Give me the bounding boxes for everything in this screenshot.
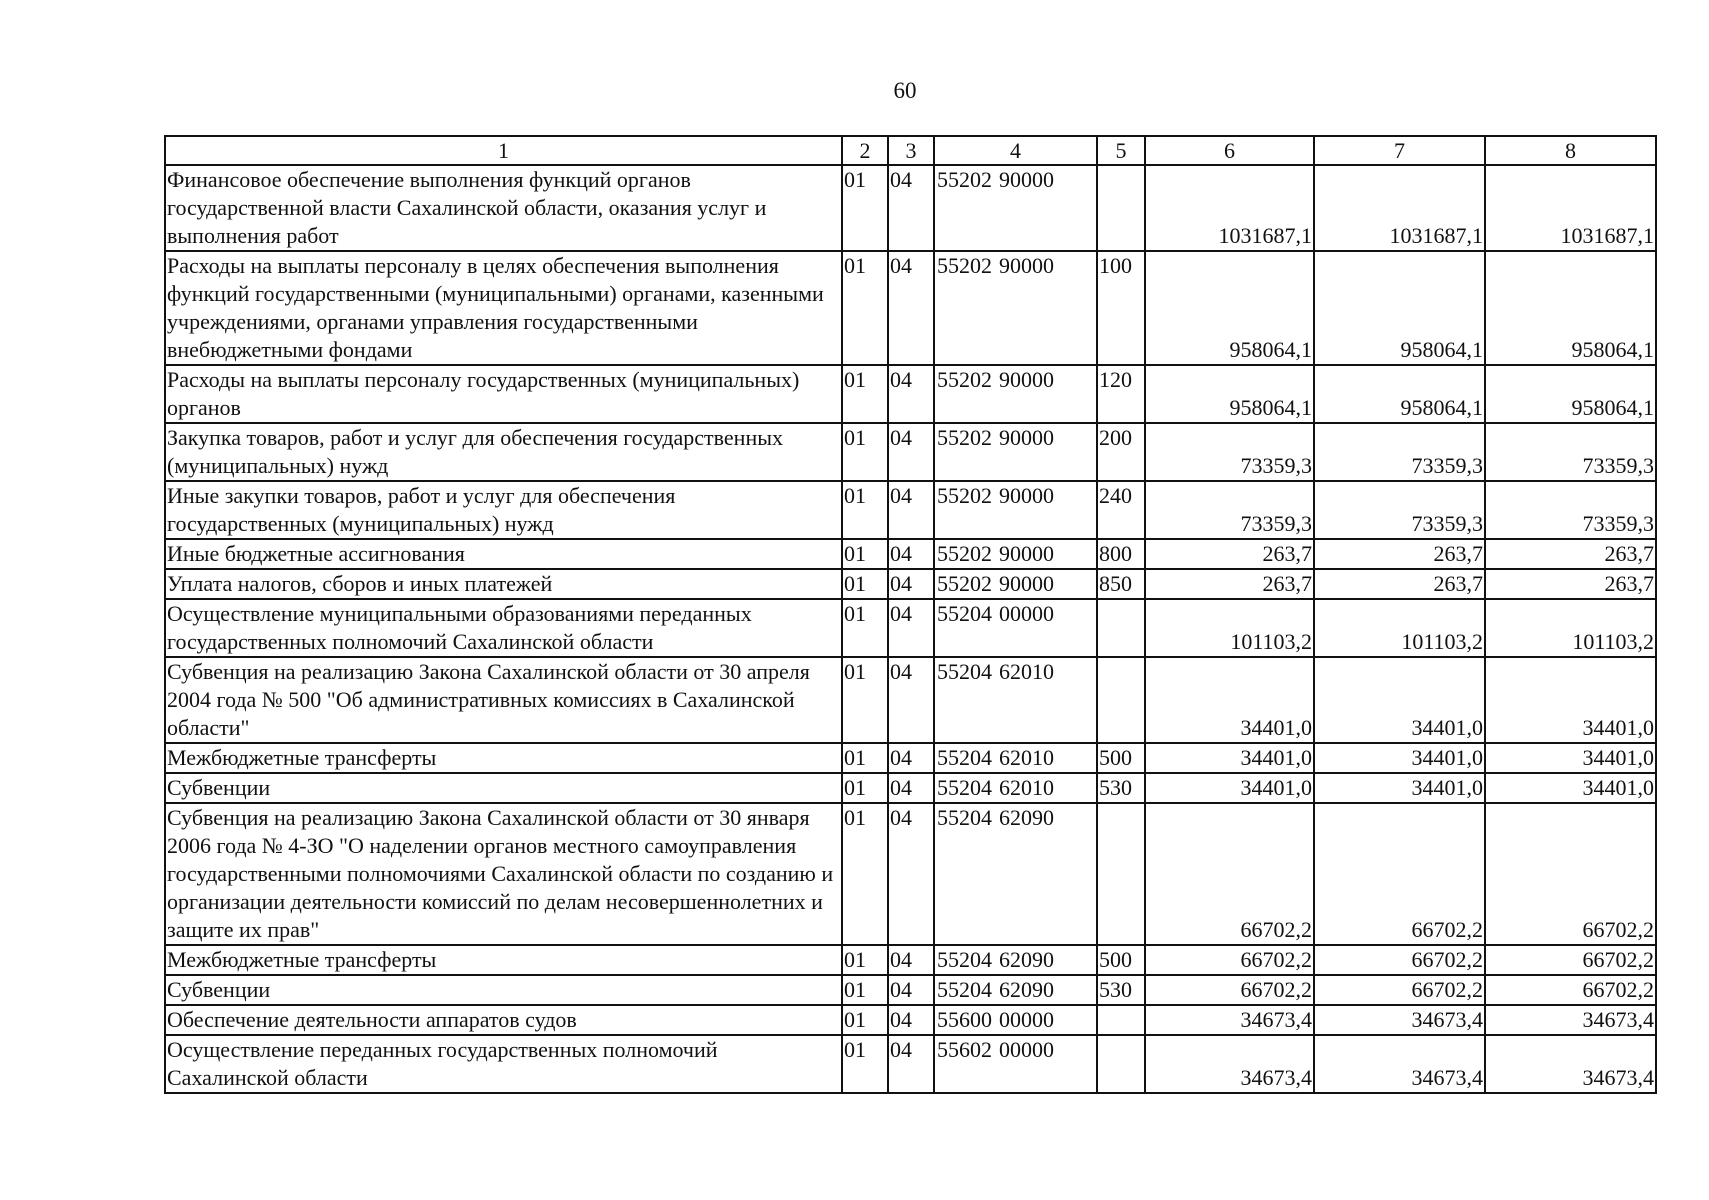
expense-type-code <box>1097 1035 1145 1093</box>
expense-type-code <box>1097 803 1145 945</box>
target-article-code <box>934 481 1097 539</box>
table-row <box>165 803 1656 945</box>
row-description: Уплата налогов, сборов и иных платежей <box>165 569 842 599</box>
subsection-code: 04 <box>888 945 934 975</box>
amount-col8: 34673,4 <box>1485 1005 1656 1035</box>
target-article-part2: 90000 <box>999 167 1054 192</box>
row-description: Осуществление муниципальными образованиями переданных государственных полномочий Сахалинской области <box>165 599 842 657</box>
amount-col8: 958064,1 <box>1485 251 1656 365</box>
table-row <box>165 743 1656 773</box>
target-article-part1: 55204 <box>937 805 992 830</box>
table-row <box>165 365 1656 423</box>
amount-col7: 66702,2 <box>1314 803 1485 945</box>
target-article-part1: 55202 <box>937 253 992 278</box>
subsection-code: 04 <box>888 1035 934 1093</box>
amount-col8: 73359,3 <box>1485 481 1656 539</box>
subsection-code: 04 <box>888 423 934 481</box>
amount-col7: 34401,0 <box>1314 743 1485 773</box>
section-code: 01 <box>842 569 888 599</box>
target-article-part2: 00000 <box>999 1007 1054 1032</box>
amount-col7: 34673,4 <box>1314 1035 1485 1093</box>
table-row <box>165 657 1656 743</box>
target-article-code <box>934 165 1097 251</box>
expense-type-code: 200 <box>1097 423 1145 481</box>
expense-type-code <box>1097 165 1145 251</box>
target-article-part1: 55600 <box>937 1007 992 1032</box>
header-cell: 3 <box>888 136 934 165</box>
row-description: Субвенция на реализацию Закона Сахалинской области от 30 января 2006 года № 4-ЗО "О наделении органов местного самоуправления государственными полномочиями Сахалинской области по созданию и организации деятельности комиссий по делам несовершеннолетних и защите их прав" <box>165 803 842 945</box>
target-article-code <box>934 773 1097 803</box>
amount-col8: 1031687,1 <box>1485 165 1656 251</box>
amount-col7: 263,7 <box>1314 569 1485 599</box>
amount-col7: 66702,2 <box>1314 975 1485 1005</box>
subsection-code: 04 <box>888 251 934 365</box>
section-code: 01 <box>842 539 888 569</box>
section-code: 01 <box>842 743 888 773</box>
amount-col8: 263,7 <box>1485 539 1656 569</box>
subsection-code: 04 <box>888 539 934 569</box>
target-article-code <box>934 1035 1097 1093</box>
amount-col8: 958064,1 <box>1485 365 1656 423</box>
amount-col8: 66702,2 <box>1485 945 1656 975</box>
table-row <box>165 599 1656 657</box>
subsection-code: 04 <box>888 657 934 743</box>
amount-col6: 66702,2 <box>1145 975 1314 1005</box>
subsection-code: 04 <box>888 743 934 773</box>
table-row <box>165 1035 1656 1093</box>
section-code: 01 <box>842 1005 888 1035</box>
target-article-part1: 55202 <box>937 483 992 508</box>
expense-type-code: 530 <box>1097 975 1145 1005</box>
amount-col7: 263,7 <box>1314 539 1485 569</box>
amount-col8: 34673,4 <box>1485 1035 1656 1093</box>
subsection-code: 04 <box>888 975 934 1005</box>
target-article-part1: 55204 <box>937 775 992 800</box>
header-cell: 7 <box>1314 136 1485 165</box>
header-cell: 1 <box>165 136 842 165</box>
target-article-part2: 90000 <box>999 571 1054 596</box>
target-article-part2: 62090 <box>999 947 1054 972</box>
amount-col6: 263,7 <box>1145 569 1314 599</box>
amount-col7: 73359,3 <box>1314 423 1485 481</box>
amount-col6: 66702,2 <box>1145 945 1314 975</box>
header-cell: 4 <box>934 136 1097 165</box>
subsection-code: 04 <box>888 1005 934 1035</box>
target-article-part2: 90000 <box>999 253 1054 278</box>
amount-col6: 66702,2 <box>1145 803 1314 945</box>
row-description: Межбюджетные трансферты <box>165 945 842 975</box>
target-article-code <box>934 803 1097 945</box>
amount-col6: 73359,3 <box>1145 423 1314 481</box>
row-description: Субвенция на реализацию Закона Сахалинской области от 30 апреля 2004 года № 500 "Об административных комиссиях в Сахалинской области" <box>165 657 842 743</box>
target-article-part1: 55202 <box>937 425 992 450</box>
amount-col6: 958064,1 <box>1145 251 1314 365</box>
subsection-code: 04 <box>888 599 934 657</box>
target-article-part2: 62010 <box>999 659 1054 684</box>
header-cell: 5 <box>1097 136 1145 165</box>
expense-type-code <box>1097 1005 1145 1035</box>
section-code: 01 <box>842 165 888 251</box>
expense-type-code: 120 <box>1097 365 1145 423</box>
section-code: 01 <box>842 599 888 657</box>
target-article-code <box>934 945 1097 975</box>
subsection-code: 04 <box>888 803 934 945</box>
target-article-code <box>934 569 1097 599</box>
amount-col6: 101103,2 <box>1145 599 1314 657</box>
target-article-part1: 55202 <box>937 367 992 392</box>
row-description: Расходы на выплаты персоналу в целях обеспечения выполнения функций государственными (муниципальными) органами, казенными учреждениями, органами управления государственными внебюджетными фондами <box>165 251 842 365</box>
table-row <box>165 539 1656 569</box>
section-code: 01 <box>842 803 888 945</box>
row-description: Расходы на выплаты персоналу государственных (муниципальных) органов <box>165 365 842 423</box>
amount-col7: 66702,2 <box>1314 945 1485 975</box>
table-row <box>165 945 1656 975</box>
expense-type-code: 530 <box>1097 773 1145 803</box>
target-article-part2: 90000 <box>999 483 1054 508</box>
table-row <box>165 1005 1656 1035</box>
row-description: Финансовое обеспечение выполнения функций органов государственной власти Сахалинской области, оказания услуг и выполнения работ <box>165 165 842 251</box>
table-row <box>165 481 1656 539</box>
row-description: Обеспечение деятельности аппаратов судов <box>165 1005 842 1035</box>
target-article-code <box>934 657 1097 743</box>
table-row <box>165 165 1656 251</box>
subsection-code: 04 <box>888 481 934 539</box>
target-article-part2: 90000 <box>999 367 1054 392</box>
table-row <box>165 251 1656 365</box>
target-article-code <box>934 1005 1097 1035</box>
section-code: 01 <box>842 657 888 743</box>
amount-col6: 34401,0 <box>1145 773 1314 803</box>
row-description: Межбюджетные трансферты <box>165 743 842 773</box>
target-article-code <box>934 599 1097 657</box>
target-article-part2: 90000 <box>999 541 1054 566</box>
target-article-code <box>934 251 1097 365</box>
amount-col8: 73359,3 <box>1485 423 1656 481</box>
budget-table <box>164 135 1657 1094</box>
section-code: 01 <box>842 773 888 803</box>
amount-col6: 958064,1 <box>1145 365 1314 423</box>
amount-col8: 34401,0 <box>1485 773 1656 803</box>
section-code: 01 <box>842 1035 888 1093</box>
target-article-part1: 55204 <box>937 601 992 626</box>
row-description: Субвенции <box>165 975 842 1005</box>
header-cell: 6 <box>1145 136 1314 165</box>
amount-col8: 34401,0 <box>1485 743 1656 773</box>
table-row <box>165 569 1656 599</box>
expense-type-code: 800 <box>1097 539 1145 569</box>
target-article-code <box>934 365 1097 423</box>
subsection-code: 04 <box>888 365 934 423</box>
header-cell: 8 <box>1485 136 1656 165</box>
expense-type-code <box>1097 599 1145 657</box>
target-article-part2: 62010 <box>999 745 1054 770</box>
header-cell: 2 <box>842 136 888 165</box>
target-article-part2: 62090 <box>999 977 1054 1002</box>
amount-col7: 34401,0 <box>1314 773 1485 803</box>
expense-type-code: 500 <box>1097 743 1145 773</box>
amount-col8: 66702,2 <box>1485 975 1656 1005</box>
target-article-part1: 55204 <box>937 659 992 684</box>
row-description: Иные закупки товаров, работ и услуг для обеспечения государственных (муниципальных) нужд <box>165 481 842 539</box>
amount-col6: 73359,3 <box>1145 481 1314 539</box>
target-article-part1: 55204 <box>937 745 992 770</box>
target-article-part1: 55204 <box>937 947 992 972</box>
target-article-code <box>934 539 1097 569</box>
target-article-code <box>934 975 1097 1005</box>
target-article-code <box>934 743 1097 773</box>
subsection-code: 04 <box>888 773 934 803</box>
section-code: 01 <box>842 945 888 975</box>
amount-col6: 34673,4 <box>1145 1035 1314 1093</box>
expense-type-code: 500 <box>1097 945 1145 975</box>
row-description: Иные бюджетные ассигнования <box>165 539 842 569</box>
amount-col8: 101103,2 <box>1485 599 1656 657</box>
row-description: Закупка товаров, работ и услуг для обеспечения государственных (муниципальных) нужд <box>165 423 842 481</box>
target-article-part1: 55202 <box>937 541 992 566</box>
amount-col6: 34673,4 <box>1145 1005 1314 1035</box>
expense-type-code: 100 <box>1097 251 1145 365</box>
target-article-part1: 55602 <box>937 1037 992 1062</box>
amount-col6: 1031687,1 <box>1145 165 1314 251</box>
amount-col7: 73359,3 <box>1314 481 1485 539</box>
amount-col8: 263,7 <box>1485 569 1656 599</box>
target-article-part2: 62090 <box>999 805 1054 830</box>
section-code: 01 <box>842 975 888 1005</box>
section-code: 01 <box>842 423 888 481</box>
target-article-part1: 55204 <box>937 977 992 1002</box>
subsection-code: 04 <box>888 569 934 599</box>
amount-col6: 263,7 <box>1145 539 1314 569</box>
page-number: 60 <box>893 78 917 103</box>
amount-col6: 34401,0 <box>1145 657 1314 743</box>
amount-col7: 958064,1 <box>1314 251 1485 365</box>
table-row <box>165 423 1656 481</box>
target-article-part2: 00000 <box>999 1037 1054 1062</box>
amount-col8: 66702,2 <box>1485 803 1656 945</box>
target-article-part1: 55202 <box>937 571 992 596</box>
amount-col6: 34401,0 <box>1145 743 1314 773</box>
section-code: 01 <box>842 251 888 365</box>
subsection-code: 04 <box>888 165 934 251</box>
row-description: Осуществление переданных государственных полномочий Сахалинской области <box>165 1035 842 1093</box>
target-article-part1: 55202 <box>937 167 992 192</box>
amount-col7: 34673,4 <box>1314 1005 1485 1035</box>
target-article-code <box>934 423 1097 481</box>
table-row <box>165 773 1656 803</box>
target-article-part2: 90000 <box>999 425 1054 450</box>
amount-col7: 958064,1 <box>1314 365 1485 423</box>
target-article-part2: 62010 <box>999 775 1054 800</box>
amount-col7: 34401,0 <box>1314 657 1485 743</box>
section-code: 01 <box>842 481 888 539</box>
expense-type-code: 850 <box>1097 569 1145 599</box>
amount-col7: 101103,2 <box>1314 599 1485 657</box>
target-article-part2: 00000 <box>999 601 1054 626</box>
expense-type-code: 240 <box>1097 481 1145 539</box>
section-code: 01 <box>842 365 888 423</box>
amount-col8: 34401,0 <box>1485 657 1656 743</box>
table-row <box>165 975 1656 1005</box>
header-row <box>165 136 1656 165</box>
row-description: Субвенции <box>165 773 842 803</box>
amount-col7: 1031687,1 <box>1314 165 1485 251</box>
expense-type-code <box>1097 657 1145 743</box>
